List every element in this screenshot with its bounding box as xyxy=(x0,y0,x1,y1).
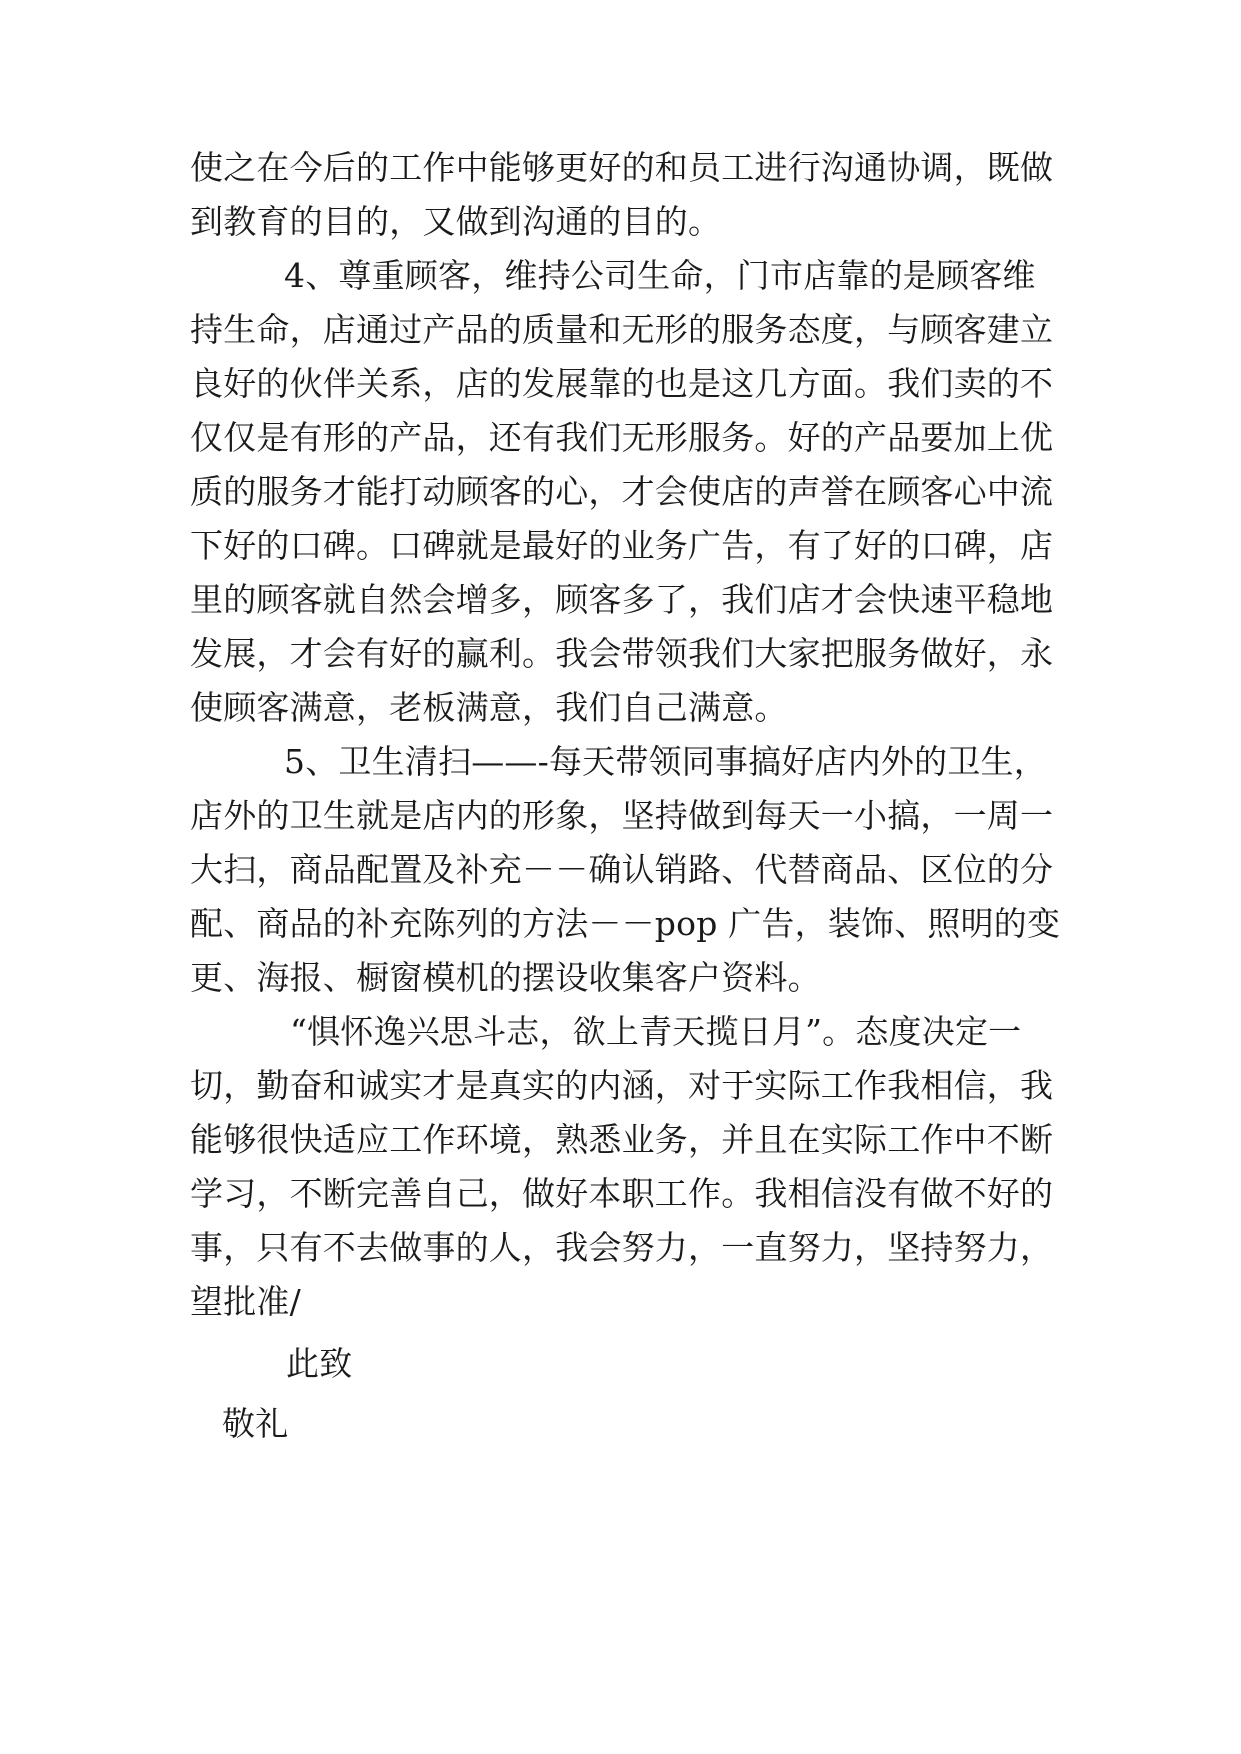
text-line: 事，只有不去做事的人，我会努力，一直努力，坚持努力， xyxy=(190,1228,1054,1267)
text-line: 配、商品的补充陈列的方法－－pop 广告，装饰、照明的变 xyxy=(190,904,1061,943)
text-line: 使顾客满意，老板满意，我们自己满意。 xyxy=(190,688,788,727)
text-line: “惧怀逸兴思斗志，欲上青天揽日月”。态度决定一 xyxy=(290,1012,1022,1051)
text-line: 仅仅是有形的产品，还有我们无形服务。好的产品要加上优 xyxy=(190,418,1054,457)
text-line: 5、卫生清扫——-每天带领同事搞好店内外的卫生， xyxy=(284,742,1047,781)
text-line: 4、尊重顾客，维持公司生命，门市店靠的是顾客维 xyxy=(284,256,1036,295)
text-line: 学习，不断完善自己，做好本职工作。我相信没有做不好的 xyxy=(190,1174,1054,1213)
text-line: 店外的卫生就是店内的形象，坚持做到每天一小搞，一周一 xyxy=(190,796,1054,835)
text-line: 良好的伙伴关系，店的发展靠的也是这几方面。我们卖的不 xyxy=(190,364,1054,403)
closing-salutation: 此致 xyxy=(286,1344,353,1383)
text-line: 使之在今后的工作中能够更好的和员工进行沟通协调，既做 xyxy=(190,148,1054,187)
text-line: 望批准/ xyxy=(190,1282,301,1321)
text-line: 质的服务才能打动顾客的心，才会使店的声誉在顾客心中流 xyxy=(190,472,1054,511)
text-line: 持生命，店通过产品的质量和无形的服务态度，与顾客建立 xyxy=(190,310,1054,349)
text-line: 大扫，商品配置及补充－－确认销路、代替商品、区位的分 xyxy=(190,850,1054,889)
text-line: 切，勤奋和诚实才是真实的内涵，对于实际工作我相信，我 xyxy=(190,1066,1054,1105)
text-line: 发展，才会有好的赢利。我会带领我们大家把服务做好，永 xyxy=(190,634,1054,673)
text-line: 更、海报、橱窗模机的摆设收集客户资料。 xyxy=(190,958,821,997)
closing-regards: 敬礼 xyxy=(222,1404,289,1443)
text-line: 下好的口碑。口碑就是最好的业务广告，有了好的口碑，店 xyxy=(190,526,1054,565)
text-line: 能够很快适应工作环境，熟悉业务，并且在实际工作中不断 xyxy=(190,1120,1054,1159)
text-line: 里的顾客就自然会增多，顾客多了，我们店才会快速平稳地 xyxy=(190,580,1054,619)
text-line: 到教育的目的，又做到沟通的目的。 xyxy=(190,202,722,241)
